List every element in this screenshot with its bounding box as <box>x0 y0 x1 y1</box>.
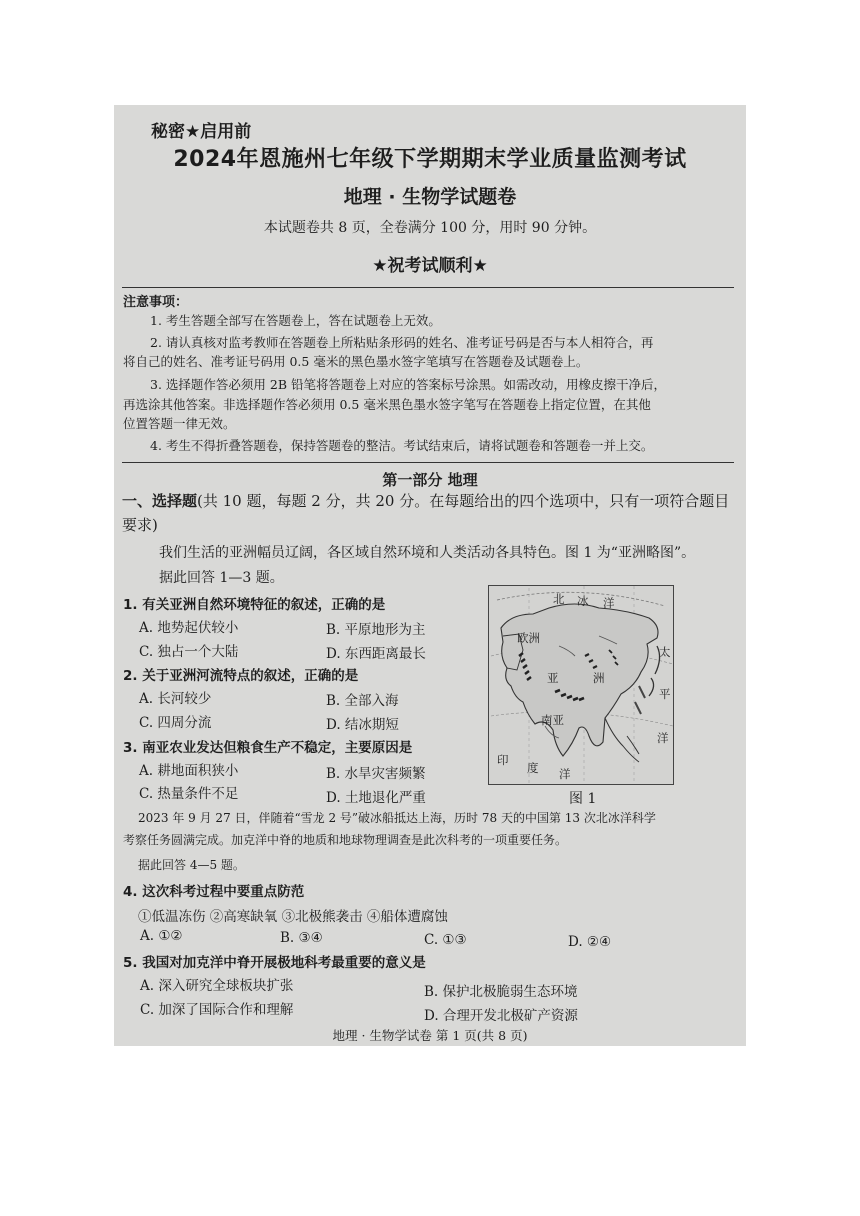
note-line: 将自己的姓名、准考证号码用 0.5 毫米的黑色墨水签字笔填写在答题卷及试题卷上。 <box>123 354 589 369</box>
figure-caption: 图 1 <box>569 791 597 807</box>
question-stem: 5. 我国对加克洋中脊开展极地科考最重要的意义是 <box>123 955 426 971</box>
map-label: 北 <box>553 592 565 606</box>
intro-paragraph: 据此回答 1—3 题。 <box>159 570 284 586</box>
option: D. 合理开发北极矿产资源 <box>424 1008 578 1024</box>
asia-map <box>488 585 674 785</box>
option: B. ③④ <box>280 930 323 946</box>
note-line: 4. 考生不得折叠答题卷，保持答题卷的整洁。考试结束后，请将试题卷和答题卷一并上交。 <box>150 438 654 453</box>
page-footer: 地理 · 生物学试卷 第 1 页(共 8 页) <box>332 1028 528 1043</box>
passage-line: 2023 年 9 月 27 日，伴随着“雪龙 2 号”破冰船抵达上海，历时 78 天的中国第 13 次北冰洋科学 <box>138 811 656 825</box>
intro-paragraph: 我们生活的亚洲幅员辽阔，各区域自然环境和人类活动各具特色。图 1 为“亚洲略图”。 <box>159 545 696 561</box>
map-label: 洋 <box>559 767 571 781</box>
map-label: 印 <box>497 753 509 767</box>
option: D. ②④ <box>568 934 612 950</box>
map-label: 洲 <box>593 671 605 685</box>
good-luck-line: ★祝考试顺利★ <box>372 256 488 276</box>
map-label: 平 <box>659 687 671 701</box>
option: A. 长河较少 <box>139 691 212 707</box>
section-instructions <box>122 489 734 537</box>
confidential-mark: 秘密★启用前 <box>151 122 252 142</box>
section-heading: 一、选择题 <box>122 492 198 510</box>
option: C. 加深了国际合作和理解 <box>140 1002 294 1018</box>
map-label: 度 <box>527 761 539 775</box>
option: D. 东西距离最长 <box>326 646 426 662</box>
option: B. 水旱灾害频繁 <box>326 766 426 782</box>
option: C. 热量条件不足 <box>139 786 239 802</box>
note-line: 1. 考生答题全部写在答题卷上，答在试题卷上无效。 <box>150 313 441 328</box>
map-label: 冰 <box>577 594 589 608</box>
passage-line: 据此回答 4—5 题。 <box>138 858 245 872</box>
option: A. 耕地面积狭小 <box>139 763 239 779</box>
notes-title: 注意事项： <box>123 295 189 310</box>
option: A. 深入研究全球板块扩张 <box>140 978 294 994</box>
section-text: (共 10 题，每题 2 分，共 20 分。在每题给出的四个选项中，只有一项符合题目要求) <box>122 492 730 534</box>
exam-info: 本试题卷共 8 页，全卷满分 100 分，用时 90 分钟。 <box>263 220 597 236</box>
option: B. 平原地形为主 <box>326 622 426 638</box>
exam-title: 2024年恩施州七年级下学期期末学业质量监测考试 <box>173 147 687 172</box>
note-line: 位置答题一律无效。 <box>123 416 236 431</box>
part-title: 第一部分 地理 <box>382 471 478 489</box>
exam-subtitle: 地理 · 生物学试题卷 <box>343 186 517 208</box>
option: B. 保护北极脆弱生态环境 <box>424 984 578 1000</box>
note-line: 再选涂其他答案。非选择题作答必须用 0.5 毫米黑色墨水签字笔写在答题卷上指定位置，在其他 <box>123 397 651 412</box>
option: A. 地势起伏较小 <box>139 620 239 636</box>
question-statements: ①低温冻伤 ②高寒缺氧 ③北极熊袭击 ④船体遭腐蚀 <box>138 909 448 925</box>
option: C. 独占一个大陆 <box>139 644 239 660</box>
passage-line: 考察任务圆满完成。加克洋中脊的地质和地球物理调查是此次科考的一项重要任务。 <box>123 833 568 847</box>
asia-map-drawing <box>489 586 673 784</box>
option: A. ①② <box>140 928 183 944</box>
question-stem: 1. 有关亚洲自然环境特征的叙述，正确的是 <box>123 597 386 613</box>
option: C. ①③ <box>424 932 467 948</box>
note-line: 2. 请认真核对监考教师在答题卷上所粘贴条形码的姓名、准考证号码是否与本人相符合，再 <box>150 335 654 350</box>
question-stem: 2. 关于亚洲河流特点的叙述，正确的是 <box>123 668 359 684</box>
option: B. 全部入海 <box>326 693 399 709</box>
map-label: 洋 <box>657 731 669 745</box>
option: C. 四周分流 <box>139 715 212 731</box>
map-label: 南亚 <box>541 713 564 727</box>
option: D. 土地退化严重 <box>326 790 426 806</box>
exam-paper <box>114 105 746 1046</box>
divider-top <box>122 287 734 288</box>
question-stem: 4. 这次科考过程中要重点防范 <box>123 884 305 900</box>
map-label: 欧洲 <box>517 631 540 645</box>
note-line: 3. 选择题作答必须用 2B 铅笔将答题卷上对应的答案标号涂黑。如需改动，用橡皮擦干净后， <box>150 377 666 392</box>
map-label: 洋 <box>603 596 615 610</box>
map-label: 亚 <box>547 671 559 685</box>
question-stem: 3. 南亚农业发达但粮食生产不稳定，主要原因是 <box>123 740 413 756</box>
divider-notes <box>122 462 734 463</box>
option: D. 结冰期短 <box>326 717 399 733</box>
map-label: 太 <box>659 645 671 659</box>
